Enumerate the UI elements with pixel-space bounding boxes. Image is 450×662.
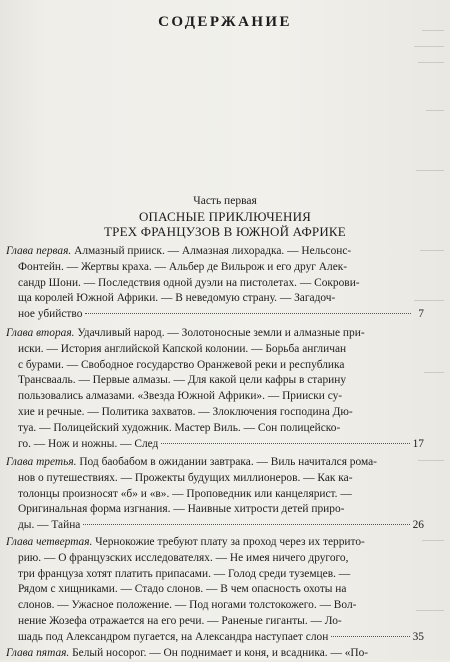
entry-line: Алмазный прииск. — Алмазная лихорадка. — Нельсонс- <box>74 245 352 257</box>
entry-line: ды. — Тайна <box>18 519 81 532</box>
entry-line: Оригинальная форма изгнания. — Наивные хитрости детей приро- <box>18 503 345 516</box>
contents-heading: СОДЕРЖАНИЕ <box>158 14 292 30</box>
entry-line: пользовались алмазами. «Звезда Южной Африки». — Прииски су- <box>18 390 343 403</box>
chapter-label: Глава пятая. <box>6 647 70 659</box>
entry-line: с бурами. — Свободное государство Оранжевой реки и республика <box>18 358 345 371</box>
entry-line: Удачливый народ. — Золотоносные земли и алмазные при- <box>77 327 365 339</box>
chapter-label: Глава третья. <box>6 456 77 468</box>
part-title-line: ОПАСНЫЕ ПРИКЛЮЧЕНИЯ <box>138 209 312 224</box>
entry-line: Белый носорог. — Он поднимает и коня, и всадника. — «По- <box>69 647 369 659</box>
entry-line: нение Жозефа отражается на его речи. — Раненые гиганты. — Ло- <box>18 614 342 627</box>
dot-leader <box>331 636 409 637</box>
entry-line: Рядом с хищниками. — Стадо слонов. — В чем опасность охоты на <box>18 583 347 596</box>
chapter-label: Глава вторая. <box>6 327 75 339</box>
entry-line: рию. — О французских исследователях. — Не имея ничего другого, <box>18 551 349 564</box>
toc-entry-chapter-2[interactable] <box>6 326 424 452</box>
entry-line: нов о путешествиях. — Прожекты будущих миллионеров. — Как ка- <box>18 471 353 484</box>
dot-leader <box>85 313 411 314</box>
toc-entry-chapter-3[interactable] <box>6 455 424 534</box>
chapter-label: Глава четвертая. <box>6 536 93 548</box>
dot-leader <box>83 524 409 525</box>
entry-line: го. — Нож и ножны. — След <box>18 437 159 450</box>
entry-line: ное убийство <box>18 308 83 321</box>
toc-entry-chapter-5[interactable] <box>6 646 424 662</box>
dot-leader <box>161 443 409 444</box>
entry-line: три француза хотят платить припасами. — Голод среди туземцев. — <box>18 567 351 580</box>
entry-line: слонов. — Ужасное положение. — Под ногами толстокожего. — Вол- <box>18 599 357 612</box>
toc-entry-chapter-4[interactable] <box>6 535 424 646</box>
entry-line: Фонтейн. — Жертвы краха. — Альбер де Вильрож и его друг Алек- <box>18 260 348 273</box>
page-number: 7 <box>418 308 424 321</box>
entry-line: хие и речные. — Политика захватов. — Злоключения господина Дю- <box>18 405 353 418</box>
entry-line: Чернокожие требуют плату за проход через их террито- <box>95 536 365 548</box>
part-label: Часть первая <box>193 195 257 207</box>
entry-line: сандр Шони. — Последствия одной дуэли на пистолетах. — Сокрови- <box>18 276 360 289</box>
entry-line: туа. — Полицейский художник. Мастер Виль. — Сон полицейско- <box>18 421 341 434</box>
part-title-line: ТРЕХ ФРАНЦУЗОВ В ЮЖНОЙ АФРИКЕ <box>104 224 346 239</box>
chapter-label: Глава первая. <box>6 245 72 257</box>
entry-line: ща королей Южной Африки. — В неведомую страну. — Загадоч- <box>18 292 336 305</box>
page-number: 26 <box>412 519 424 532</box>
toc-entry-chapter-1[interactable] <box>6 244 424 323</box>
entry-line: иски. — История английской Капской колонии. — Борьба англичан <box>18 342 347 355</box>
page-number: 35 <box>412 630 424 643</box>
page-number: 17 <box>412 437 424 450</box>
entry-line: Под баобабом в ожидании завтрака. — Виль начитался рома- <box>79 456 377 468</box>
entry-line: Трансвааль. — Первые алмазы. — Для какой цели кафры в старину <box>18 374 347 387</box>
entry-line: шадь под Александром пугается, на Александра наступает слон <box>18 630 329 643</box>
part-title <box>0 209 450 239</box>
entry-line: толонцы произносят «б» и «в». — Проповедник или канцелярист. — <box>18 487 352 500</box>
